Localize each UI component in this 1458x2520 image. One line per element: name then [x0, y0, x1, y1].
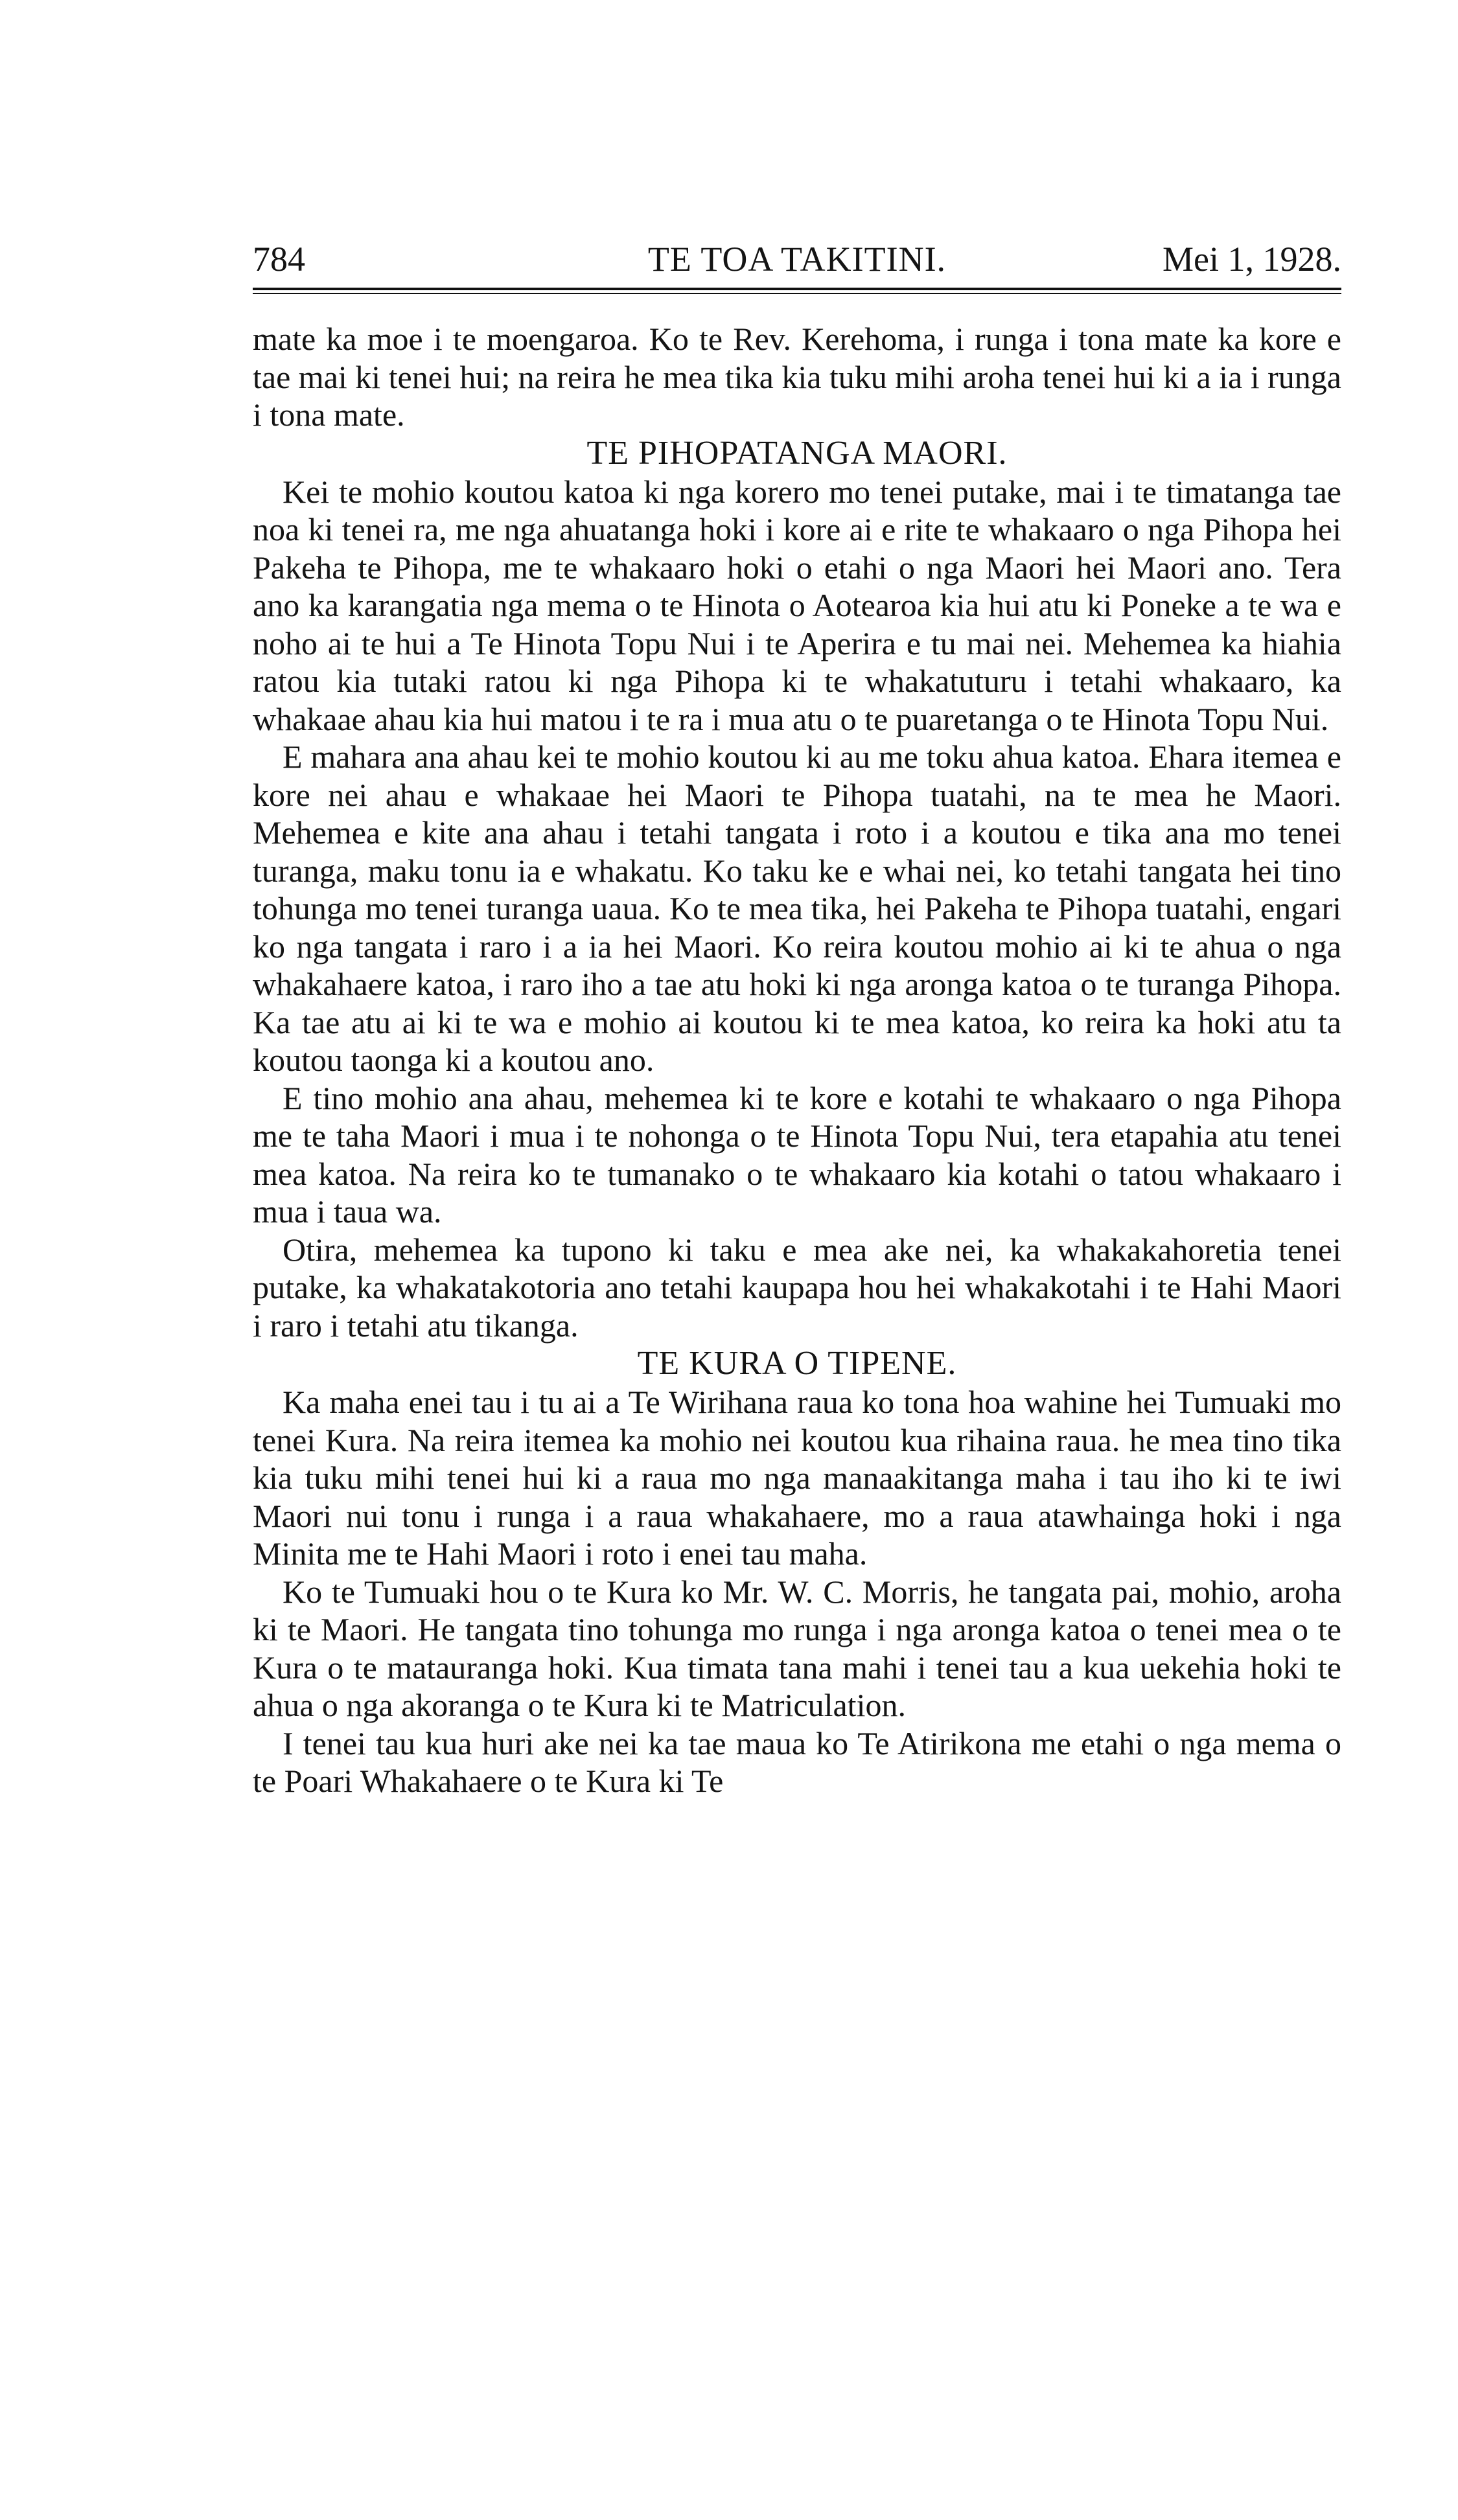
paragraph: Otira, mehemea ka tupono ki taku e mea ake nei, ka whakakahoretia tenei putake, ka whakatakotoria ano tetahi kaupapa hou hei whakakotahi i te Hahi Maori i raro i tetahi atu tikanga. — [253, 1231, 1341, 1344]
section-heading-pihopatanga: TE PIHOPATANGA MAORI. — [586, 434, 1008, 472]
document-page — [253, 233, 1341, 2462]
header-rule — [253, 288, 1341, 294]
intro-paragraph: mate ka moe i te moengaroa. Ko te Rev. Kerehoma, i runga i tona mate ka kore e tae mai ki tenei hui; na reira he mea tika kia tuku mihi aroha tenei hui ki a ia i runga i tona mate. — [253, 321, 1341, 433]
section-heading-kura-tipene: TE KURA O TIPENE. — [637, 1345, 957, 1382]
paragraph: Ka maha enei tau i tu ai a Te Wirihana raua ko tona hoa wahine hei Tumuaki mo tenei Kura. Na reira itemea ka mohio nei koutou kua rihaina raua. he mea tino tika kia tuku mihi tenei hui ki a raua mo nga manaakitanga maha i tau iho ki te iwi Maori nui tonu i runga i a raua whakahaere, mo a raua atawhainga hoki i nga Minita me te Hahi Maori i roto i enei tau maha. — [253, 1384, 1341, 1572]
article-body — [253, 320, 1341, 1800]
paragraph: Ko te Tumuaki hou o te Kura ko Mr. W. C. Morris, he tangata pai, mohio, aroha ki te Maori. He tangata tino tohunga mo runga i nga aronga katoa o tenei mea o te Kura o te matauranga hoki. Kua timata tana mahi i tenei tau a kua uekehia hoki te ahua o nga akoranga o te Kura ki te Matriculation. — [253, 1573, 1341, 1723]
running-header — [253, 233, 1341, 285]
issue-date: Mei 1, 1928. — [1163, 240, 1341, 279]
paragraph: Kei te mohio koutou katoa ki nga korero mo tenei putake, mai i te timatanga tae noa ki tenei ra, me nga ahuatanga hoki i kore ai e rite te whakaaro o nga Pihopa hei Pakeha te Pihopa, me te whakaaro hoki o etahi o nga Maori hei Maori ano. Tera ano ka karangatia nga mema o te Hinota o Aotearoa kia hui atu ki Poneke a te wa e noho ai te hui a Te Hinota Topu Nui i te Aperira e tu mai nei. Mehemea ka hiahia ratou kia tutaki ratou ki nga Pihopa ki te whakatuturu i tetahi whakaaro, ka whakaae ahau kia hui matou i te ra i mua atu o te puaretanga o te Hinota Topu Nui. — [253, 473, 1341, 737]
page-number: 784 — [253, 240, 305, 279]
publication-title: TE TOA TAKITINI. — [647, 240, 947, 279]
paragraph: E mahara ana ahau kei te mohio koutou ki au me toku ahua katoa. Ehara itemea e kore nei ahau e whakaae hei Maori te Pihopa tuatahi, na te mea he Maori. Mehemea e kite ana ahau i tetahi tangata i roto i a koutou e tika ana mo tenei turanga, maku tonu ia e whakatu. Ko taku ke e whai nei, ko tetahi tangata hei tino tohunga mo tenei turanga uaua. Ko te mea tika, hei Pakeha te Pihopa tuatahi, engari ko nga tangata i raro i a ia hei Maori. Ko reira koutou mohio ai ki te ahua o nga whakahaere katoa, i raro iho a tae atu hoki ki nga aronga katoa o te turanga Pihopa. Ka tae atu ai ki te wa e mohio ai koutou ki te mea katoa, ko reira ka hoki atu ta koutou taonga ki a koutou ano. — [253, 739, 1341, 1078]
paragraph: E tino mohio ana ahau, mehemea ki te kore e kotahi te whakaaro o nga Pihopa me te taha Maori i mua i te nohonga o te Hinota Topu Nui, tera etapahia atu tenei mea katoa. Na reira ko te tumanako o te whakaaro kia kotahi o tatou whakaaro i mua i taua wa. — [253, 1079, 1341, 1230]
paragraph: I tenei tau kua huri ake nei ka tae maua ko Te Atirikona me etahi o nga mema o te Poari Whakahaere o te Kura ki Te — [253, 1724, 1341, 1799]
